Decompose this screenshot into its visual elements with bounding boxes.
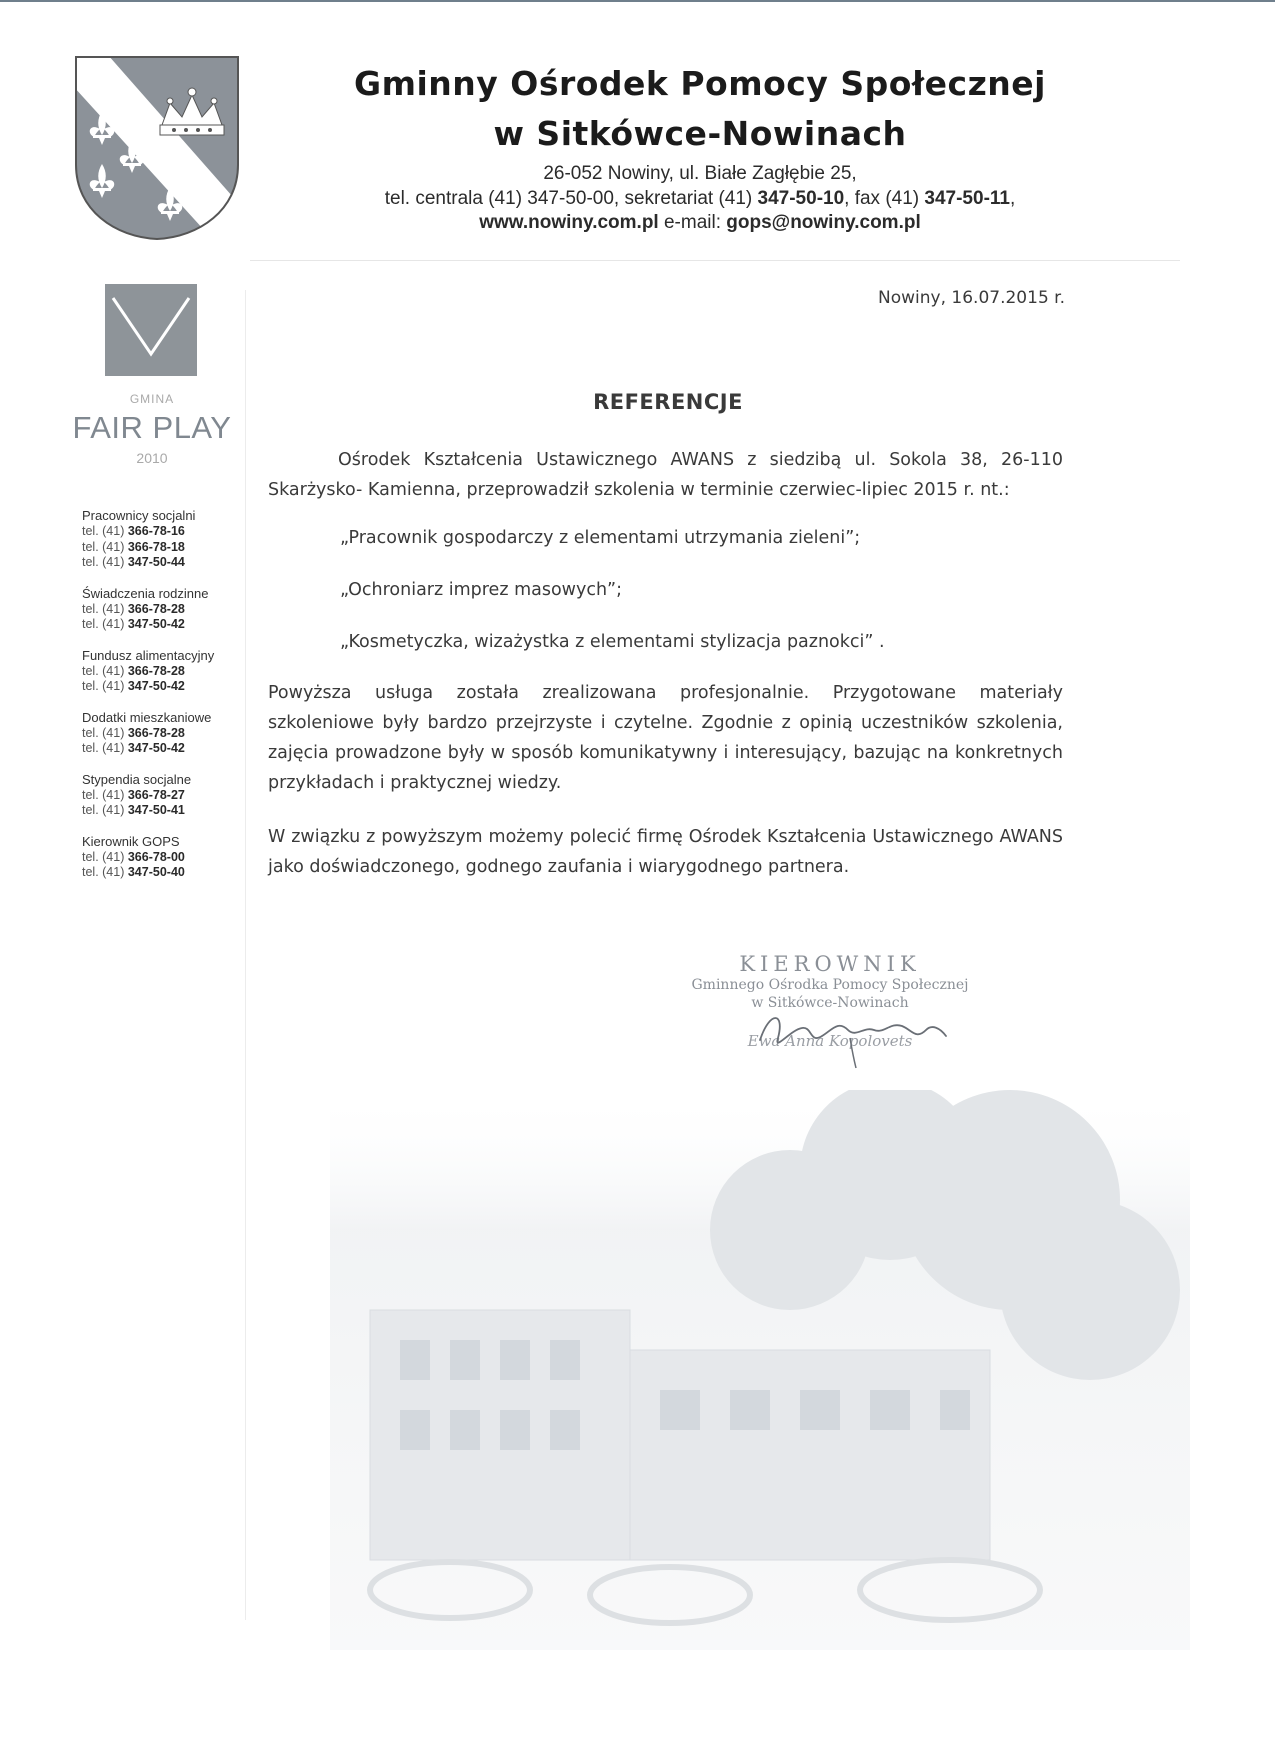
- department-contacts-list: [82, 508, 252, 896]
- phone-number: 347-50-42: [127, 679, 185, 693]
- fair-play-gmina-label: GMINA: [129, 392, 175, 406]
- course-item: „Pracownik gospodarczy z elementami utrzymania zieleni”;: [340, 528, 861, 548]
- phone-number: 366-78-27: [127, 787, 185, 802]
- phone-prefix: tel. (41): [82, 601, 128, 616]
- letter-paragraph-1: Ośrodek Kształcenia Ustawicznego AWANS z siedzibą ul. Sokola 38, 26-110 Skarżysko- Kamienna, przeprowadził szkolenia w terminie czerwiec-lipiec 2015 r. nt.:: [268, 450, 1063, 500]
- course-item: „Ochroniarz imprez masowych”;: [340, 580, 623, 600]
- contact-group-title: Stypendia socjalne: [82, 771, 192, 787]
- contact-phone: [82, 540, 252, 556]
- phone-prefix: tel. (41): [82, 555, 128, 569]
- fax-prefix-text: , fax (41): [844, 188, 925, 209]
- phone-prefix: tel. (41): [82, 849, 128, 864]
- phone-prefix: tel. (41): [82, 803, 128, 817]
- phone-number: 366-78-16: [127, 524, 185, 538]
- organization-contacts-web: [290, 212, 1110, 234]
- phone-prefix: tel. (41): [82, 617, 128, 631]
- contact-phone: [82, 664, 252, 680]
- phone-number: 347-50-40: [127, 865, 185, 879]
- sidebar-divider: [245, 290, 246, 1620]
- top-edge-line: [0, 0, 1275, 2]
- contact-group: [82, 834, 252, 881]
- secretariat-phone: 347-50-10: [757, 188, 845, 209]
- organization-name: Gminny Ośrodek Pomocy Społecznej: [354, 64, 1046, 103]
- stamp-title: KIEROWNIK: [739, 952, 921, 976]
- phone-prefix: tel. (41): [82, 679, 128, 693]
- contact-phone: [82, 555, 252, 571]
- fair-play-logo-icon: [105, 284, 197, 376]
- contact-group-title: Pracownicy socjalni: [82, 508, 196, 523]
- fair-play-title: FAIR PLAY: [72, 410, 232, 445]
- email-prefix-text: e-mail:: [658, 212, 727, 233]
- phone-prefix: tel. (41): [82, 539, 128, 554]
- contact-phone: [82, 726, 252, 742]
- website-link[interactable]: www.nowiny.com.pl: [479, 212, 659, 233]
- phone-prefix-text: tel. centrala (41) 347-50-00, sekretariat (41): [384, 188, 758, 209]
- contact-group: [82, 772, 252, 819]
- contact-group: [82, 710, 252, 757]
- contact-group: [82, 586, 252, 633]
- contact-phone: [82, 617, 252, 633]
- phone-prefix: tel. (41): [82, 663, 128, 678]
- contact-group-title: Dodatki mieszkaniowe: [82, 709, 212, 725]
- contact-phone: [82, 865, 252, 881]
- contact-phone: [82, 602, 252, 618]
- contact-phone: [82, 524, 252, 540]
- contact-group: [82, 648, 252, 695]
- letter-subject: REFERENCJE: [593, 390, 743, 414]
- phone-number: 366-78-18: [127, 539, 185, 554]
- phone-suffix-text: ,: [1009, 188, 1016, 209]
- contact-group-title: Świadczenia rodzinne: [82, 585, 209, 601]
- phone-prefix: tel. (41): [82, 524, 128, 538]
- building-watermark-icon: [330, 1090, 1190, 1650]
- phone-prefix: tel. (41): [82, 865, 128, 879]
- phone-prefix: tel. (41): [82, 741, 128, 755]
- stamp-name: Ewa Anna Kopolovets: [747, 1032, 913, 1050]
- contact-group: [82, 508, 252, 571]
- contact-phone: [82, 788, 252, 804]
- contact-phone: [82, 850, 252, 866]
- fair-play-year: 2010: [136, 450, 168, 466]
- header-divider: [250, 260, 1180, 261]
- contact-phone: [82, 803, 252, 819]
- contact-phone: [82, 741, 252, 757]
- phone-number: 366-78-28: [127, 601, 185, 616]
- email-link[interactable]: gops@nowiny.com.pl: [726, 212, 921, 233]
- phone-number: 366-78-00: [127, 849, 185, 864]
- handwritten-signature-icon: [740, 1000, 960, 1070]
- letter-date: Nowiny, 16.07.2015 r.: [878, 288, 1065, 308]
- phone-number: 347-50-44: [127, 555, 185, 569]
- phone-number: 347-50-42: [127, 617, 185, 631]
- fax-number: 347-50-11: [924, 188, 1010, 209]
- stamp-line-1: Gminnego Ośrodka Pomocy Społecznej: [691, 977, 969, 993]
- coat-of-arms-icon: [74, 55, 240, 241]
- phone-number: 347-50-42: [127, 741, 185, 755]
- phone-number: 366-78-28: [127, 725, 185, 740]
- phone-prefix: tel. (41): [82, 787, 128, 802]
- organization-location: w Sitkówce-Nowinach: [493, 114, 907, 153]
- stamp-line-2: w Sitkówce-Nowinach: [751, 995, 909, 1011]
- course-item: „Kosmetyczka, wizażystka z elementami stylizacja paznokci” .: [340, 632, 885, 652]
- contact-group-title: Fundusz alimentacyjny: [82, 647, 215, 663]
- phone-number: 347-50-41: [127, 803, 185, 817]
- letter-paragraph-3: W związku z powyższym możemy polecić firmę Ośrodek Kształcenia Ustawicznego AWANS jako doświadczonego, godnego zaufania i wiarygodnego partnera.: [268, 827, 1063, 877]
- organization-address: 26-052 Nowiny, ul. Białe Zagłębie 25,: [543, 163, 857, 184]
- letter-paragraph-2: Powyższa usługa została zrealizowana profesjonalnie. Przygotowane materiały szkoleniowe były bardzo przejrzyste i czytelne. Zgodnie z opinią uczestników szkolenia, zajęcia prowadzone były w sposób komunikatywny i interesujący, bazując na konkretnych przykładach i praktycznej wiedzy.: [268, 683, 1063, 793]
- organization-phones: [290, 188, 1110, 210]
- phone-number: 366-78-28: [127, 663, 185, 678]
- contact-group-title: Kierownik GOPS: [82, 833, 180, 849]
- phone-prefix: tel. (41): [82, 725, 128, 740]
- contact-phone: [82, 679, 252, 695]
